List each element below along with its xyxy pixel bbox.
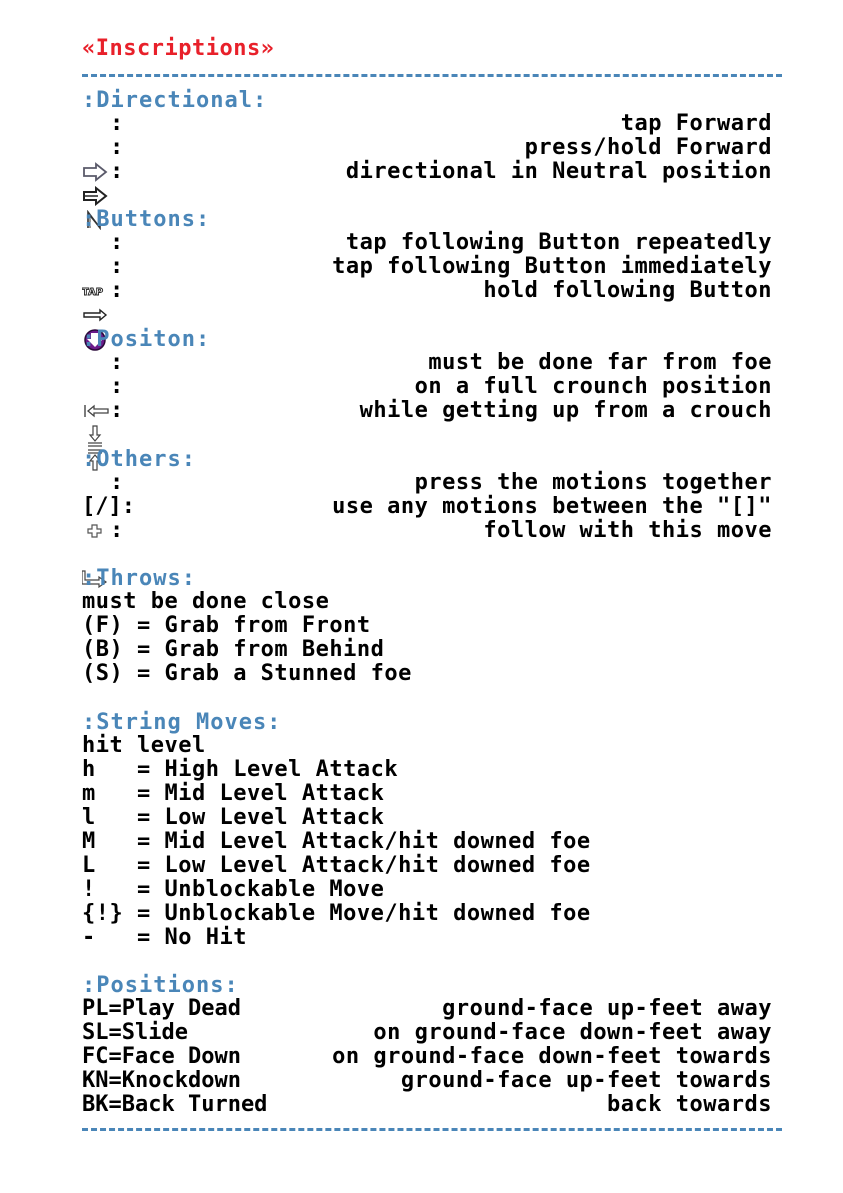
row-key: PL=Play Dead	[82, 996, 241, 1021]
title: «Inscriptions»	[82, 36, 275, 61]
row-key: BK=Back Turned	[82, 1092, 268, 1117]
row-colon: :	[110, 518, 124, 543]
positions-heading: :Positions:	[82, 973, 239, 998]
row-description: while getting up from a crouch	[359, 398, 772, 423]
row-colon: :	[110, 111, 124, 136]
hold-button-down-icon	[82, 281, 108, 301]
directional-row	[82, 136, 772, 160]
row-colon: :	[110, 350, 124, 375]
others-row	[82, 519, 772, 543]
row-description: back towards	[607, 1092, 772, 1117]
row-description: tap following Button immediately	[332, 254, 772, 279]
positions-row	[82, 1045, 772, 1069]
top-divider	[82, 74, 782, 77]
directional-heading: :Directional:	[82, 88, 268, 113]
string-moves-line: L = Low Level Attack/hit downed foe	[82, 853, 591, 878]
row-colon: :	[110, 230, 124, 255]
row-description: tap Forward	[620, 111, 772, 136]
row-colon: :	[110, 398, 124, 423]
crouch-down-arrow-icon	[82, 377, 108, 397]
string-moves-line: ! = Unblockable Move	[82, 877, 385, 902]
row-colon: :	[110, 470, 124, 495]
row-description: tap following Button repeatedly	[345, 230, 772, 255]
thin-arrow-right-icon	[82, 257, 108, 277]
buttons-row	[82, 255, 772, 279]
position-row	[82, 351, 772, 375]
string-moves-line: h = High Level Attack	[82, 757, 399, 782]
row-key: SL=Slide	[82, 1020, 188, 1045]
positions-row	[82, 1069, 772, 1093]
row-description: directional in Neutral position	[345, 159, 772, 184]
row-description: must be done far from foe	[428, 350, 772, 375]
hold-forward-arrow-icon	[82, 138, 108, 158]
string-moves-line: l = Low Level Attack	[82, 805, 385, 830]
follow-arrow-icon	[82, 521, 108, 541]
string-moves-line: - = No Hit	[82, 925, 247, 950]
throws-line: (S) = Grab a Stunned foe	[82, 661, 412, 686]
row-description: ground-face up-feet towards	[400, 1068, 772, 1093]
row-description: press/hold Forward	[524, 135, 772, 160]
rise-up-arrow-icon	[82, 401, 108, 421]
svg-text:TAP: TAP	[82, 287, 104, 298]
row-colon: :	[110, 374, 124, 399]
buttons-heading: :Buttons:	[82, 207, 211, 232]
row-description: hold following Button	[483, 278, 772, 303]
throws-line: must be done close	[82, 589, 330, 614]
others-row	[82, 471, 772, 495]
row-colon: :	[110, 159, 124, 184]
row-colon: :	[110, 254, 124, 279]
bottom-divider	[82, 1128, 782, 1131]
string-moves-line: {!} = Unblockable Move/hit downed foe	[82, 901, 591, 926]
others-row	[82, 495, 772, 519]
tap-label-icon	[82, 233, 108, 298]
plus-icon	[82, 473, 108, 493]
row-key: FC=Face Down	[82, 1044, 241, 1069]
throws-heading: :Throws:	[82, 566, 196, 591]
others-heading: :Others:	[82, 447, 196, 472]
positions-row	[82, 997, 772, 1021]
tap-forward-arrow-icon	[82, 114, 108, 134]
row-description: ground-face up-feet away	[442, 996, 772, 1021]
far-from-foe-arrow-icon	[82, 353, 108, 373]
neutral-n-icon	[82, 162, 108, 182]
string-moves-heading: :String Moves:	[82, 710, 282, 735]
row-key: [/]:	[82, 494, 135, 519]
row-colon: :	[110, 278, 124, 303]
directional-row	[82, 112, 772, 136]
row-description: use any motions between the "[]"	[332, 494, 772, 519]
row-description: on ground-face down-feet towards	[332, 1044, 772, 1069]
row-key: KN=Knockdown	[82, 1068, 241, 1093]
string-moves-line: m = Mid Level Attack	[82, 781, 385, 806]
string-moves-line: hit level	[82, 733, 206, 758]
row-description: on a full crounch position	[414, 374, 772, 399]
position-row	[82, 399, 772, 423]
row-colon: :	[110, 135, 124, 160]
directional-row	[82, 160, 772, 184]
position-row	[82, 375, 772, 399]
positions-row	[82, 1021, 772, 1045]
string-moves-line: M = Mid Level Attack/hit downed foe	[82, 829, 591, 854]
row-description: on ground-face down-feet away	[373, 1020, 772, 1045]
row-description: follow with this move	[483, 518, 772, 543]
throws-line: (F) = Grab from Front	[82, 613, 371, 638]
positions-row	[82, 1093, 772, 1117]
buttons-row	[82, 279, 772, 303]
position-heading: :Positon:	[82, 327, 211, 352]
row-description: press the motions together	[414, 470, 772, 495]
throws-line: (B) = Grab from Behind	[82, 637, 385, 662]
